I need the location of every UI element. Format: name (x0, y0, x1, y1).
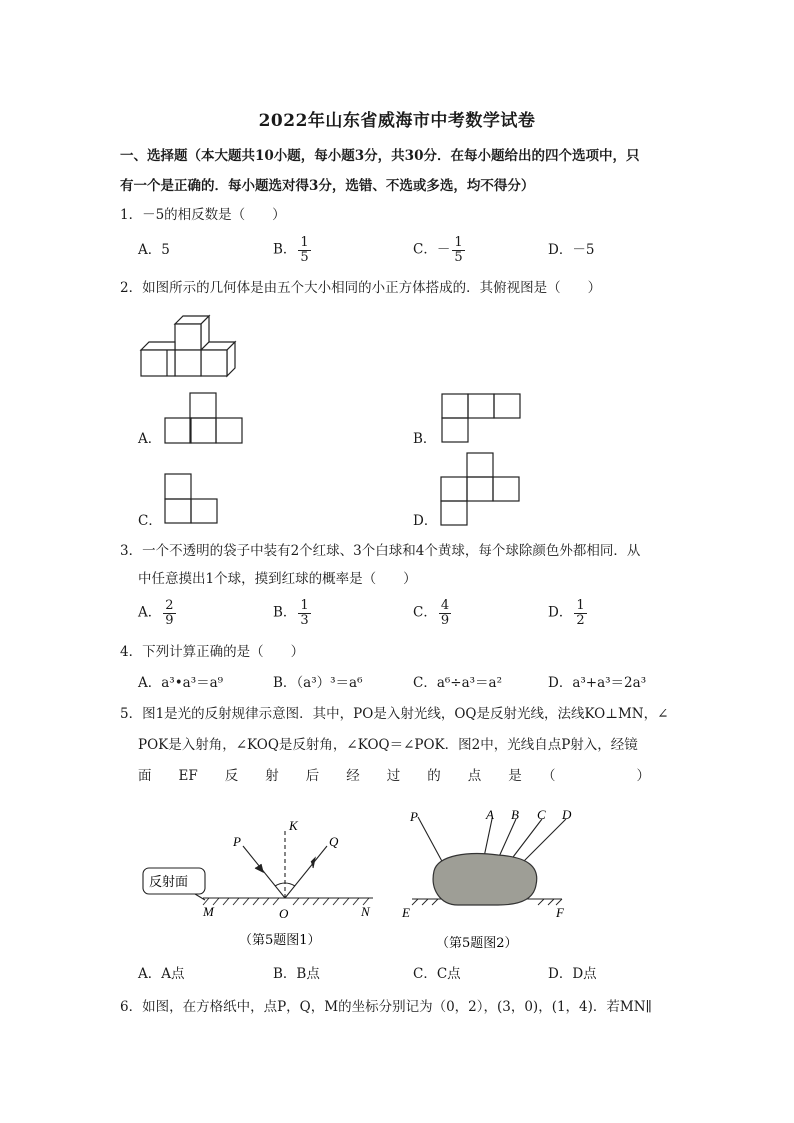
q1-option-d: D．－5 (548, 242, 595, 258)
fig2-obstacle-rock (433, 854, 537, 905)
q2-option-a-figure (164, 392, 244, 444)
q4-option-a: A．a³•a³＝a⁹ (138, 675, 224, 691)
fig2-caption: （第5题图2） (436, 936, 518, 951)
fig2-label-b: B (511, 807, 519, 822)
q2-option-c-figure (164, 473, 220, 525)
q3-option-b: B． $\frac{1}{3}$ (273, 598, 309, 628)
fig1-label-o: O (279, 906, 289, 921)
fig1-label-p: P (233, 834, 241, 849)
q3-option-a: A． $\frac{2}{9}$ (138, 598, 174, 628)
q1-stem: 1．－5的相反数是（ ） (120, 207, 286, 223)
q4-option-b: B．（a³）³＝a⁶ (273, 675, 363, 691)
q3-option-d: D． $\frac{1}{2}$ (548, 598, 585, 628)
q1-option-c: C．－ $\frac{1}{5}$ (413, 235, 463, 265)
q5-option-c: C．C点 (413, 966, 461, 982)
fig2-label-a: A (486, 807, 494, 822)
fig2-label-p: P (410, 809, 418, 824)
q2-option-b-label: B． (413, 431, 437, 447)
fig2-label-e: E (402, 905, 410, 920)
q2-solid-figure (135, 310, 245, 385)
q4-option-d: D．a³+a³＝2a³ (548, 675, 647, 691)
q5-stem-line2: POK是入射角，∠KOQ是反射角，∠KOQ＝∠POK．图2中，光线自点P射入，经镜 (138, 737, 638, 753)
fig1-label-n: N (361, 904, 370, 919)
fig2-label-d: D (562, 807, 572, 822)
q2-option-c-label: C． (138, 513, 162, 529)
section-heading-line2: 有一个是正确的．每小题选对得3分，选错、不选或多选，均不得分） (120, 178, 535, 194)
q4-option-c: C．a⁶÷a³＝a² (413, 675, 503, 691)
page-title: 2022年山东省威海市中考数学试卷 (258, 111, 536, 131)
q1-option-b: B． $\frac{1}{5}$ (273, 235, 309, 265)
q3-option-c: C． $\frac{4}{9}$ (413, 598, 450, 628)
q6-stem-line1: 6．如图，在方格纸中，点P，Q，M的坐标分别记为（0，2），(3，0)，(1，4)．若MN∥ (120, 999, 652, 1015)
fig1-callout-reflective-surface: 反射面 (149, 875, 189, 890)
q2-option-d-figure (440, 452, 522, 527)
fig2-label-f: F (556, 905, 564, 920)
fig1-label-q: Q (329, 834, 339, 849)
fig2-label-c: C (537, 807, 546, 822)
fig1-label-k: K (289, 818, 298, 833)
q5-stem-line3: 面 EF 反 射 后 经 过 的 点 是 （ ） (138, 768, 650, 784)
fig1-caption: （第5题图1） (239, 933, 321, 948)
q2-option-a-label: A． (138, 431, 162, 447)
q5-figure-2 (398, 805, 588, 955)
q4-stem: 4．下列计算正确的是（ ） (120, 644, 305, 660)
q3-stem-line1: 3．一个不透明的袋子中装有2个红球、3个白球和4个黄球，每个球除颜色外都相同．从 (120, 543, 641, 559)
q5-option-d: D．D点 (548, 966, 597, 982)
q2-option-d-label: D． (413, 513, 438, 529)
q2-stem: 2．如图所示的几何体是由五个大小相同的小正方体搭成的．其俯视图是（ ） (120, 280, 602, 296)
q2-option-b-figure (441, 393, 523, 445)
q3-stem-line2: 中任意摸出1个球，摸到红球的概率是（ ） (138, 571, 417, 587)
section-heading-line1: 一、选择题（本大题共10小题，每小题3分，共30分．在每小题给出的四个选项中，只 (120, 148, 640, 164)
q5-figure-1 (135, 812, 385, 957)
q1-option-a: A．5 (138, 242, 170, 258)
q5-stem-line1: 5．图1是光的反射规律示意图．其中，PO是入射光线，OQ是反射光线，法线KO⊥MN，∠ (120, 706, 669, 722)
q5-option-a: A．A点 (138, 966, 185, 982)
fig1-label-m: M (203, 904, 214, 919)
q5-option-b: B．B点 (273, 966, 320, 982)
